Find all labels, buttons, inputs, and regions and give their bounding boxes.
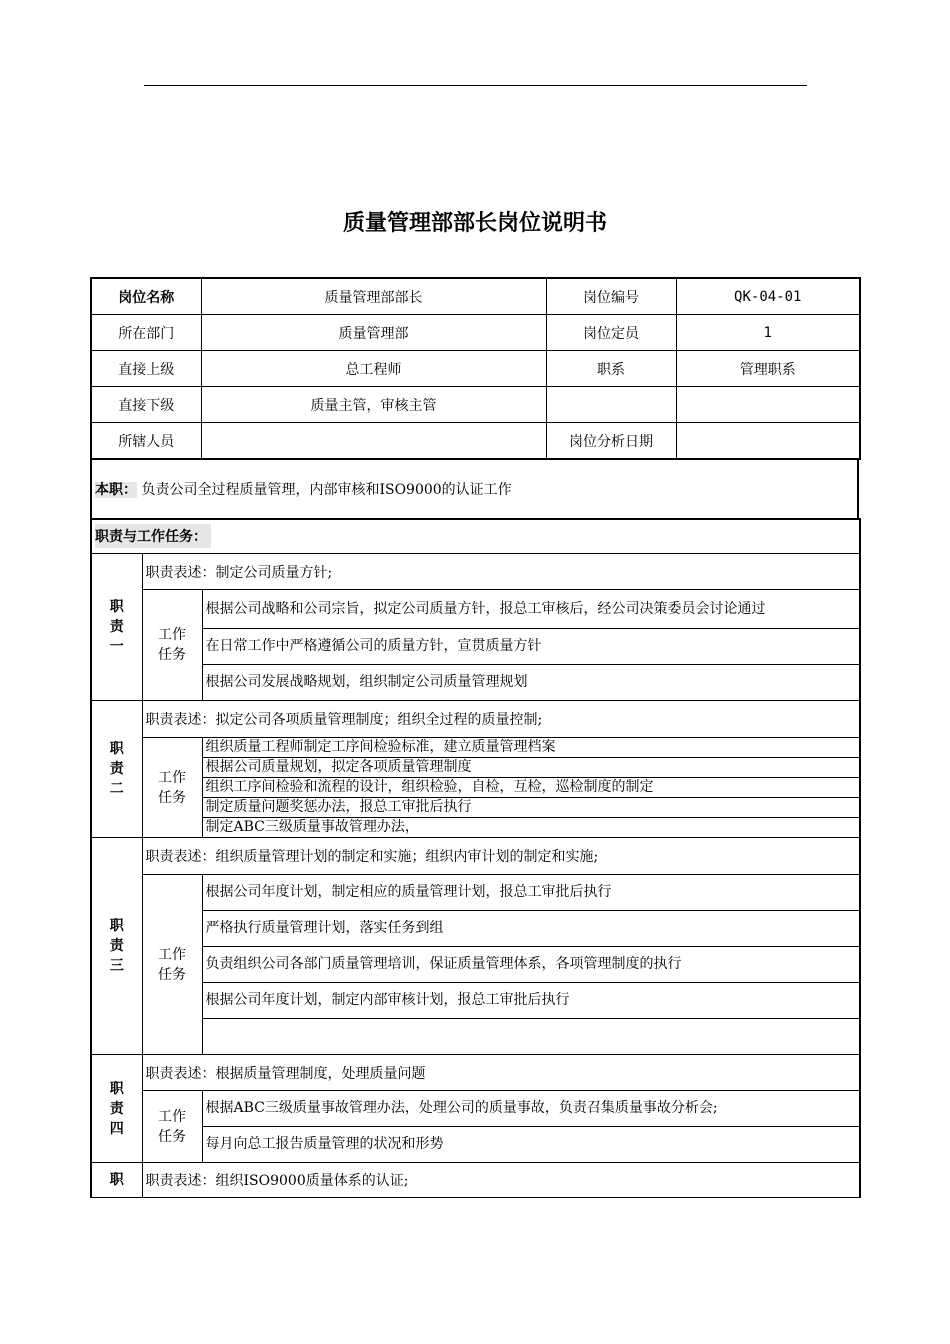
mission-cell [91, 459, 858, 519]
duty-3-task-1: 根据公司年度计划，制定相应的质量管理计划，报总工审批后执行 [202, 875, 860, 911]
subordinate-value: 质量主管，审核主管 [201, 387, 546, 423]
duties-table [90, 518, 861, 1198]
duty-3-task-5 [202, 1019, 860, 1055]
duty-4-task-1: 根据ABC三级质量事故管理办法，处理公司的质量事故，负责召集质量事故分析会; [202, 1091, 860, 1127]
duty-3-task-3: 负责组织公司各部门质量管理培训，保证质量管理体系，各项管理制度的执行 [202, 947, 860, 983]
duty-1-label: 职 责 一 [91, 554, 142, 701]
headcount-value: 1 [676, 315, 860, 351]
department-label: 所在部门 [91, 315, 201, 351]
duty-5-label: 职 [91, 1163, 142, 1198]
position-name-label: 岗位名称 [91, 278, 201, 315]
duty-1-description: 职责表述：制定公司质量方针; [142, 554, 860, 590]
duty-2-task-label: 工作 任务 [142, 738, 202, 838]
duty-3-label: 职 责 三 [91, 838, 142, 1055]
mission-label: 本职： [95, 482, 137, 498]
department-value: 质量管理部 [201, 315, 546, 351]
duty-2-task-4: 制定质量问题奖惩办法，报总工审批后执行 [202, 798, 860, 818]
duty-3-task-4: 根据公司年度计划，制定内部审核计划，报总工审批后执行 [202, 983, 860, 1019]
duty-4-task-2: 每月向总工报告质量管理的状况和形势 [202, 1127, 860, 1163]
duty-2-label: 职 责 二 [91, 701, 142, 838]
empty-cell [676, 387, 860, 423]
position-name-value: 质量管理部部长 [201, 278, 546, 315]
duty-2-task-5: 制定ABC三级质量事故管理办法， [202, 818, 860, 838]
staff-value [201, 423, 546, 460]
duty-1-task-label: 工作 任务 [142, 590, 202, 701]
duty-3-task-2: 严格执行质量管理计划，落实任务到组 [202, 911, 860, 947]
analysis-date-label: 岗位分析日期 [546, 423, 676, 460]
subordinate-label: 直接下级 [91, 387, 201, 423]
duty-2-task-2: 根据公司质量规划，拟定各项质量管理制度 [202, 758, 860, 778]
mission-text: 负责公司全过程质量管理，内部审核和ISO9000的认证工作 [141, 482, 512, 498]
duty-3-description: 职责表述：组织质量管理计划的制定和实施；组织内审计划的制定和实施; [142, 838, 860, 875]
position-info-table [90, 277, 861, 460]
duty-3-task-label: 工作 任务 [142, 875, 202, 1055]
duty-5-description: 职责表述：组织ISO9000质量体系的认证; [142, 1163, 860, 1198]
superior-value: 总工程师 [201, 351, 546, 387]
empty-cell [546, 387, 676, 423]
position-code-label: 岗位编号 [546, 278, 676, 315]
duty-1-task-3: 根据公司发展战略规划，组织制定公司质量管理规划 [202, 665, 860, 701]
analysis-date-value [676, 423, 860, 460]
headcount-label: 岗位定员 [546, 315, 676, 351]
position-code-value: QK-04-01 [676, 278, 860, 315]
document-title: 质量管理部部长岗位说明书 [342, 211, 607, 236]
superior-label: 直接上级 [91, 351, 201, 387]
duties-header-cell [91, 519, 860, 554]
duty-1-task-2: 在日常工作中严格遵循公司的质量方针，宣贯质量方针 [202, 629, 860, 665]
mission-table [90, 458, 859, 520]
duty-4-label: 职 责 四 [91, 1055, 142, 1163]
duty-1-task-1: 根据公司战略和公司宗旨，拟定公司质量方针，报总工审核后，经公司决策委员会讨论通过 [202, 590, 860, 629]
duty-2-description: 职责表述：拟定公司各项质量管理制度；组织全过程的质量控制; [142, 701, 860, 738]
job-family-value: 管理职系 [676, 351, 860, 387]
job-family-label: 职系 [546, 351, 676, 387]
duties-header: 职责与工作任务： [95, 524, 211, 548]
header-rule [144, 85, 807, 86]
staff-label: 所辖人员 [91, 423, 201, 460]
duty-2-task-1: 组织质量工程师制定工序间检验标准，建立质量管理档案 [202, 738, 860, 758]
duty-2-task-3: 组织工序间检验和流程的设计，组织检验，自检，互检，巡检制度的制定 [202, 778, 860, 798]
duty-4-description: 职责表述：根据质量管理制度，处理质量问题 [142, 1055, 860, 1091]
duty-4-task-label: 工作 任务 [142, 1091, 202, 1163]
